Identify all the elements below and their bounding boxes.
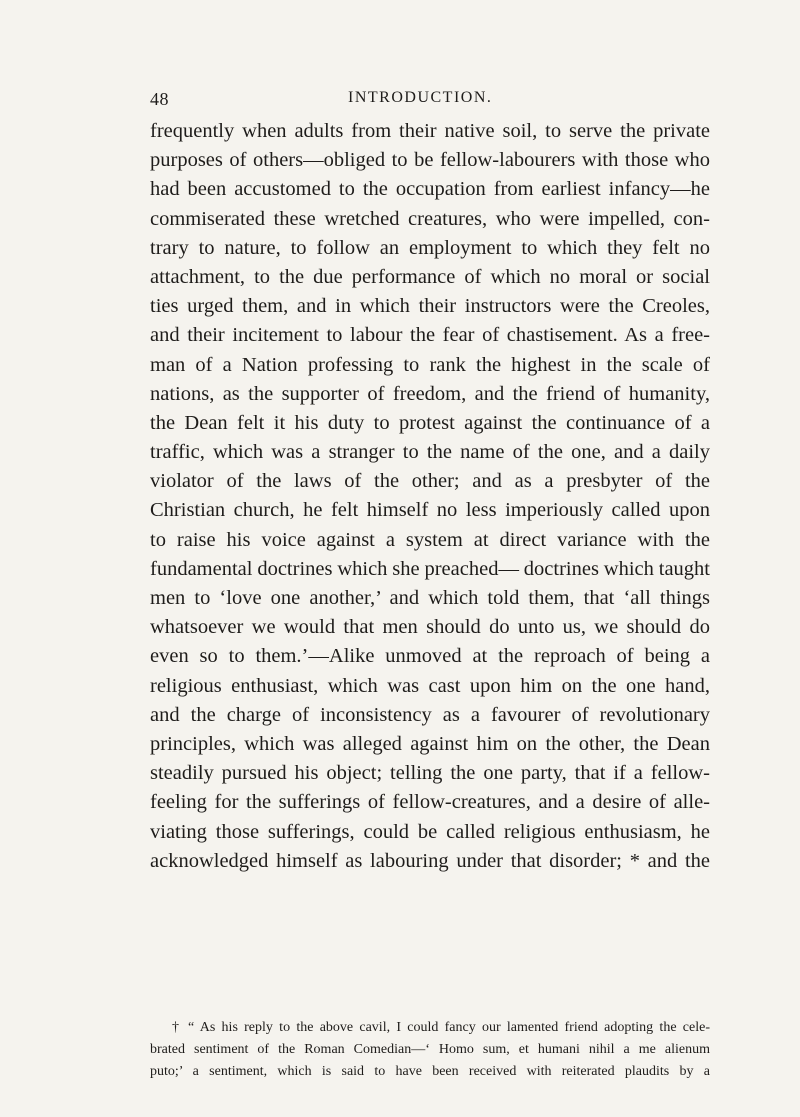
text-line: steadily pursued his object; telling the one party, that if a fellow- <box>150 762 710 785</box>
body-text <box>150 117 710 876</box>
text-line: ties urged them, and in which their instructors were the Creoles, <box>150 295 710 318</box>
text-line: fundamental doctrines which she preached— doctrines which taught <box>150 557 710 580</box>
text-line: purposes of others—obliged to be fellow-labourers with those who <box>150 149 710 172</box>
text-line: violator of the laws of the other; and as a presbyter of the <box>150 470 710 493</box>
text-line: men to ‘love one another,’ and which told them, that ‘all things <box>150 587 710 609</box>
page-number: 48 <box>150 89 169 109</box>
text-line: commiserated these wretched creatures, who were impelled, con- <box>150 207 710 230</box>
text-line: religious enthusiast, which was cast upon him on the one hand, <box>150 674 710 697</box>
text-line: frequently when adults from their native soil, to serve the private <box>150 120 710 142</box>
text-line: whatsoever we would that men should do unto us, we should do <box>150 616 710 639</box>
text-line: principles, which was alleged against him on the other, the Dean <box>150 732 710 755</box>
text-line: traffic, which was a stranger to the name of the one, and a daily <box>150 441 710 464</box>
text-line: the Dean felt it his duty to protest against the continuance of a <box>150 411 710 434</box>
running-head: INTRODUCTION. <box>348 89 493 106</box>
text-line: and the charge of inconsistency as a favourer of revolutionary <box>150 703 710 726</box>
text-line: to raise his voice against a system at direct variance with the <box>150 528 710 551</box>
footnote-line: brated sentiment of the Roman Comedian—‘ Homo sum, et humani nihil a me alienum <box>150 1042 710 1057</box>
text-line: Christian church, he felt himself no less imperiously called upon <box>150 499 710 522</box>
text-line: acknowledged himself as labouring under that disorder; * and the <box>150 849 710 872</box>
text-line: trary to nature, to follow an employment to which they felt no <box>150 236 710 259</box>
footnote-line: † “ As his reply to the above cavil, I could fancy our lamented friend adopting the cele- <box>172 1020 710 1035</box>
text-line: and their incitement to labour the fear of chastisement. As a free- <box>150 324 710 347</box>
text-line: nations, as the supporter of freedom, and the friend of humanity, <box>150 382 710 405</box>
text-line: attachment, to the due performance of which no moral or social <box>150 265 710 288</box>
text-line: feeling for the sufferings of fellow-creatures, and a desire of alle- <box>150 791 710 814</box>
text-line: man of a Nation professing to rank the highest in the scale of <box>150 353 710 376</box>
page-header <box>150 89 710 111</box>
footnote-line: puto;’ a sentiment, which is said to have been received with reiterated plaudits by a <box>150 1064 710 1079</box>
text-line: viating those sufferings, could be called religious enthusiasm, he <box>150 820 710 843</box>
text-line: even so to them.’—Alike unmoved at the reproach of being a <box>150 645 710 668</box>
footnote <box>150 1017 710 1083</box>
text-line: had been accustomed to the occupation from earliest infancy—he <box>150 178 710 201</box>
